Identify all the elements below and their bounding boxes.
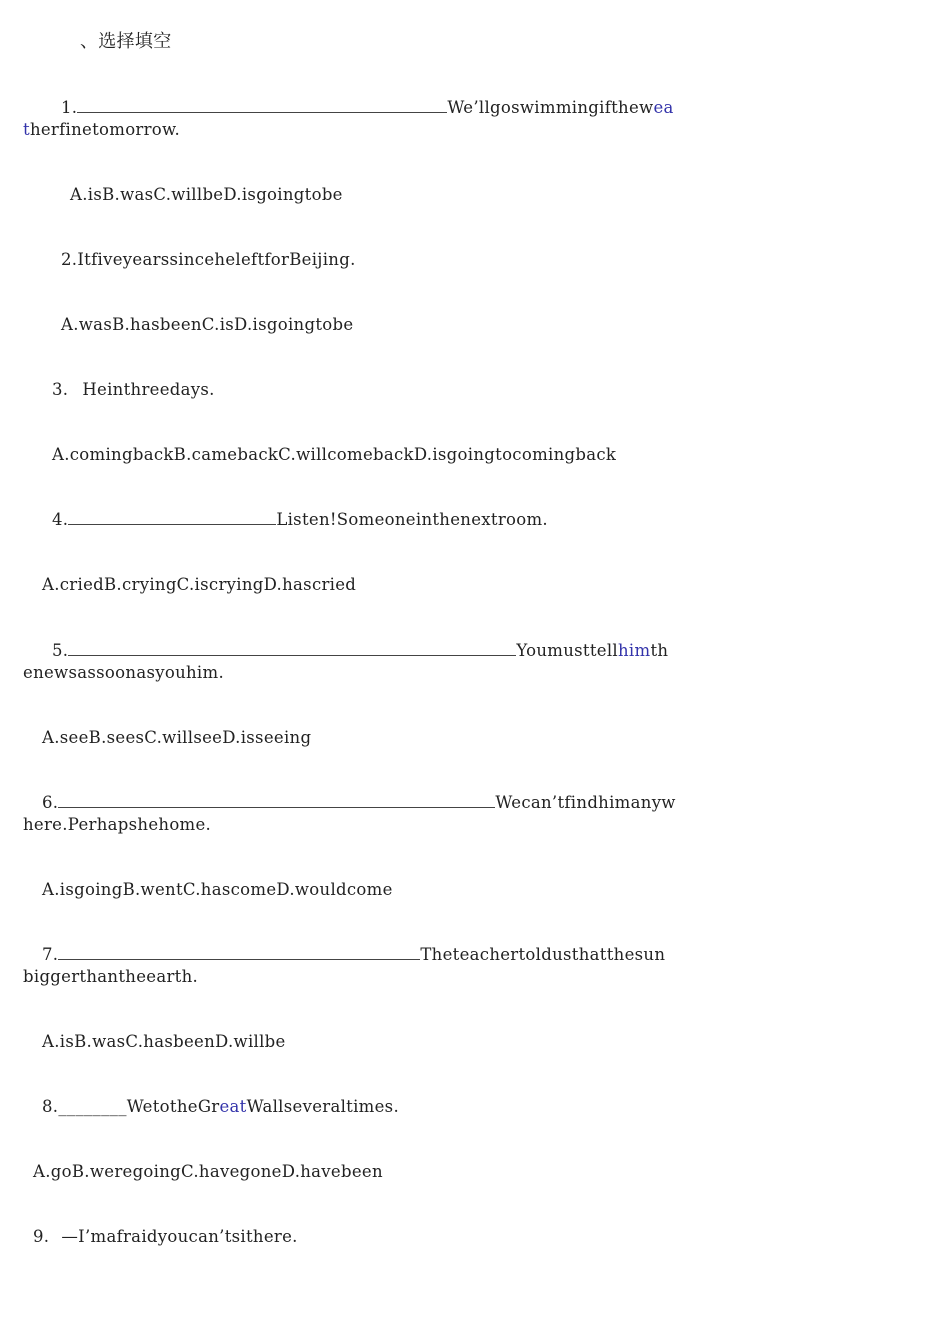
question-7-stem — [42, 944, 665, 966]
question-number: 7. — [42, 945, 59, 964]
question-number: 3. — [52, 380, 69, 399]
question-4-options: A.criedB.cryingC.iscryingD.hascried — [42, 575, 357, 594]
question-number: 1. — [61, 98, 78, 117]
question-number: 9. — [33, 1227, 50, 1246]
question-text: Listen!Someoneinthenextroom. — [276, 510, 548, 529]
question-text: Wallseveraltimes. — [246, 1097, 399, 1116]
question-8-stem — [42, 1096, 399, 1118]
question-text: Theteachertoldusthatthesun — [420, 945, 666, 964]
question-1-stem — [61, 97, 674, 119]
question-text: WetotheGr — [126, 1097, 220, 1116]
question-8-options: A.goB.weregoingC.havegoneD.havebeen — [33, 1162, 383, 1181]
answer-blank[interactable] — [58, 944, 420, 960]
question-3-options: A.comingbackB.camebackC.willcomebackD.isgoingtocomingback — [52, 445, 617, 464]
answer-blank[interactable] — [58, 792, 495, 808]
question-number: 4. — [52, 510, 69, 529]
question-7-stem-continued: biggerthantheearth. — [23, 967, 199, 986]
question-6-stem-continued: here.Perhapshehome. — [23, 815, 212, 834]
question-text: herfinetomorrow. — [29, 120, 181, 139]
question-1-options: A.isB.wasC.willbeD.isgoingtobe — [70, 185, 343, 204]
question-2-stem — [61, 249, 356, 271]
question-5-stem — [52, 640, 668, 662]
question-4-stem — [52, 509, 548, 531]
question-text: We’llgoswimmingifthew — [447, 98, 654, 117]
question-number: 2. — [61, 250, 78, 269]
question-1-stem-continued — [23, 119, 180, 141]
question-7-options: A.isB.wasC.hasbeenD.willbe — [42, 1032, 286, 1051]
question-text: Wecan’tfindhimanyw — [495, 793, 676, 812]
answer-blank[interactable] — [68, 509, 276, 525]
question-5-stem-continued: enewsassoonasyouhim. — [23, 663, 224, 682]
question-2-options: A.wasB.hasbeenC.isD.isgoingtobe — [61, 315, 354, 334]
question-text: th — [650, 641, 669, 660]
question-3-stem — [52, 379, 215, 401]
highlight-text: him — [617, 641, 651, 660]
question-9-stem — [33, 1226, 298, 1248]
question-text: Heinthreedays. — [82, 380, 215, 399]
question-text: Youmusttell — [516, 641, 618, 660]
question-5-options: A.seeB.seesC.willseeD.isseeing — [42, 728, 312, 747]
question-6-stem — [42, 792, 676, 814]
highlight-text: ea — [653, 98, 674, 117]
question-number: 8. — [42, 1097, 59, 1116]
question-number: 5. — [52, 641, 69, 660]
section-title: 、选择填空 — [80, 31, 172, 52]
question-text: —I’mafraidyoucan’tsithere. — [61, 1227, 298, 1246]
question-number: 6. — [42, 793, 59, 812]
highlight-text: eat — [219, 1097, 247, 1116]
question-text: ItfiveyearssinceheleftforBeijing. — [77, 250, 356, 269]
answer-blank[interactable]: ________ — [58, 1097, 127, 1116]
highlight-text: t — [23, 120, 30, 139]
question-6-options: A.isgoingB.wentC.hascomeD.wouldcome — [42, 880, 393, 899]
answer-blank[interactable] — [77, 97, 447, 113]
answer-blank[interactable] — [68, 640, 516, 656]
